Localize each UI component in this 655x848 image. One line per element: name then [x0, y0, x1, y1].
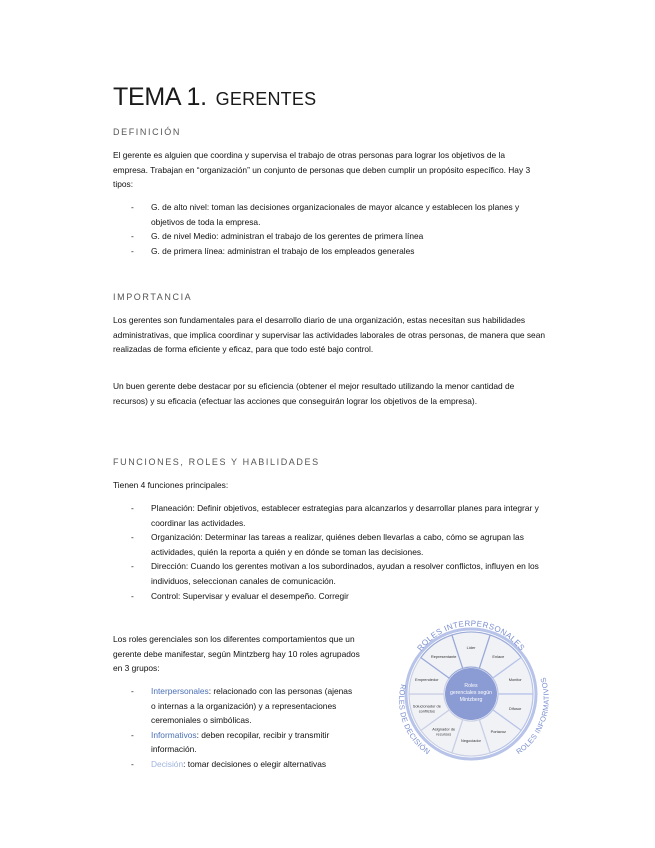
roles-center-label-3: Mintzberg	[459, 697, 483, 703]
list-item: - G. de nivel Medio: administran el trabajo de los gerentes de primera línea	[131, 229, 541, 244]
page-title	[113, 76, 316, 113]
section-heading-funciones: FUNCIONES, ROLES Y HABILIDADES	[113, 457, 320, 467]
list-item: - Planeación: Definir objetivos, establecer estrategias para alcanzarlos y desarrollar planes para integrar y coordinar las actividades.	[131, 501, 547, 530]
roles-center-label-2: gerenciales según	[449, 690, 493, 696]
funciones-list	[131, 501, 547, 603]
mintzberg-roles-chart	[383, 608, 558, 773]
roles-keyword-decision: Decisión	[151, 758, 184, 769]
role-label: Portavoz	[490, 729, 506, 735]
list-item	[131, 728, 359, 757]
role-label: Representante	[430, 653, 457, 659]
section-heading-definicion: DEFINICIÓN	[113, 127, 182, 137]
list-item	[131, 757, 359, 772]
list-item: - G. de primera línea: administran el trabajo de los empleados generales	[131, 244, 541, 259]
roles-keyword-interpersonales: Interpersonales	[151, 686, 209, 696]
roles-list	[131, 684, 359, 772]
role-label: Asignador de	[432, 726, 456, 732]
role-label: Difusor	[509, 705, 522, 711]
role-label: Monitor	[508, 677, 522, 683]
group-label-decision: ROLES DE DECISIÓN	[397, 683, 432, 757]
role-label: Líder	[466, 645, 476, 650]
role-label: recursos	[436, 731, 452, 737]
roles-center-label-1: Roles	[464, 683, 478, 689]
list-item: - G. de alto nivel: toman las decisiones organizacionales de mayor alcance y establecen los planes y objetivos de toda la empresa.	[131, 200, 541, 229]
group-label-interpersonales: ROLES INTERPERSONALES	[415, 618, 527, 653]
section-heading-importancia: IMPORTANCIA	[113, 292, 193, 302]
list-item: - Dirección: Cuando los gerentes motivan a los subordinados, ayudan a resolver conflictos, influyen en los individuos, seleccionan canales de comunicación.	[131, 559, 547, 588]
roles-text-decision: : tomar decisiones o elegir alternativas	[183, 758, 327, 769]
roles-text-informativos: : deben recopilar, recibir y transmitir información.	[151, 729, 330, 755]
roles-paragraph: Los roles gerenciales son los diferentes comportamientos que un gerente debe manifestar, según Mintzberg hay 10 roles agrupados en 3 grupos:	[113, 634, 360, 674]
importancia-paragraph-2: Un buen gerente debe destacar por su eficiencia (obtener el mejor resultado utilizando la menor cantidad de recursos) y su eficacia (efectuar las acciones que conseguirán lograr los objetivos de la empresa).	[113, 381, 515, 406]
roles-wheel-svg	[383, 608, 558, 773]
definicion-paragraph: El gerente es alguien que coordina y supervisa el trabajo de otras personas para lograr los objetivos de la empresa. Trabajan en “organización” un conjunto de personas que deben cumplir un propósito específico. Hay 3 tipos:	[113, 150, 531, 190]
list-item	[131, 684, 359, 728]
role-label: Solucionador de	[412, 703, 441, 709]
role-label: conflictos	[418, 708, 435, 714]
definicion-list	[131, 200, 541, 258]
importancia-paragraph-1: Los gerentes son fundamentales para el desarrollo diario de una organización, estas necesitan sus habilidades administrativas, que implica coordinar y supervisar las actividades laborales de otras personas, de manera que sean realizadas de forma eficiente y eficaz, para que todo esté bajo control.	[113, 315, 546, 355]
list-item: - Control: Supervisar y evaluar el desempeño. Corregir	[131, 589, 547, 604]
role-label: Enlace	[492, 653, 505, 659]
title-sub: GERENTES	[215, 89, 317, 109]
roles-keyword-informativos: Informativos	[151, 729, 197, 740]
title-main: TEMA 1.	[113, 83, 207, 111]
role-label: Negociador	[461, 738, 481, 743]
group-label-informativos: ROLES INFORMATIVOS	[514, 676, 551, 757]
list-item: - Organización: Determinar las tareas a realizar, quiénes deben llevarlas a cabo, cómo se agrupan las actividades, quién la reporta a quién y en dónde se toman las decisiones.	[131, 530, 547, 559]
roles-text-interpersonales: : relacionado con las personas (ajenas o internas a la organización) y a representaciones ceremoniales o simbólicas.	[151, 686, 353, 726]
funciones-intro: Tienen 4 funciones principales:	[113, 480, 229, 490]
role-label: Emprendedor	[415, 677, 439, 683]
